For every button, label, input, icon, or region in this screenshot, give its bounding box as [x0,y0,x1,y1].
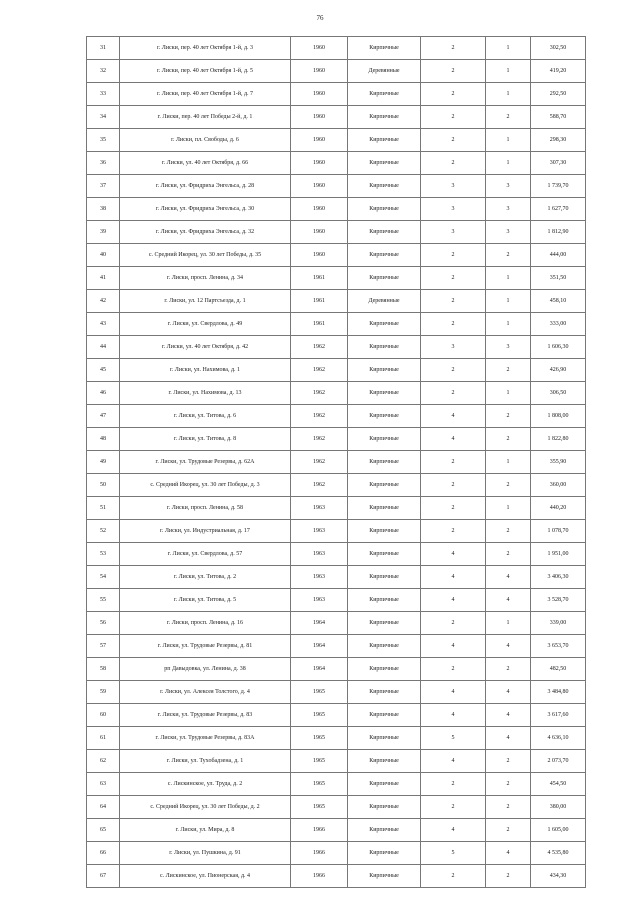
row-wall-material: Кирпичные [348,382,421,405]
table-row [87,566,586,589]
row-number: 41 [87,267,120,290]
housing-registry-table [86,36,586,888]
row-entrances: 2 [486,244,531,267]
row-year-built: 1964 [291,612,348,635]
row-number: 33 [87,83,120,106]
row-wall-material: Кирпичные [348,83,421,106]
row-floors: 2 [421,451,486,474]
table-row [87,313,586,336]
row-number: 52 [87,520,120,543]
row-year-built: 1963 [291,520,348,543]
row-entrances: 2 [486,819,531,842]
row-year-built: 1962 [291,382,348,405]
row-entrances: 2 [486,543,531,566]
row-number: 32 [87,60,120,83]
row-area: 1 951,00 [531,543,586,566]
row-wall-material: Кирпичные [348,612,421,635]
row-number: 47 [87,405,120,428]
row-area: 3 617,60 [531,704,586,727]
row-wall-material: Кирпичные [348,405,421,428]
table-row [87,658,586,681]
row-year-built: 1960 [291,152,348,175]
row-floors: 2 [421,290,486,313]
row-address: г. Лиски, пер. 40 лет Победы 2-й, д. 1 [120,106,291,129]
row-year-built: 1962 [291,359,348,382]
row-number: 51 [87,497,120,520]
row-floors: 2 [421,152,486,175]
row-entrances: 2 [486,520,531,543]
row-year-built: 1960 [291,37,348,60]
table-row [87,497,586,520]
table-row [87,244,586,267]
row-entrances: 1 [486,267,531,290]
row-entrances: 4 [486,635,531,658]
row-entrances: 3 [486,175,531,198]
row-floors: 3 [421,175,486,198]
row-wall-material: Кирпичные [348,842,421,865]
row-year-built: 1965 [291,681,348,704]
row-number: 53 [87,543,120,566]
row-floors: 5 [421,727,486,750]
row-address: с. Средний Икорец, ул. 30 лет Победы, д. 35 [120,244,291,267]
row-address: г. Лиски, просп. Ленина, д. 16 [120,612,291,635]
row-floors: 4 [421,704,486,727]
table-row [87,60,586,83]
row-address: с. Средний Икорец, ул. 30 лет Победы, д. 3 [120,474,291,497]
row-area: 1 808,00 [531,405,586,428]
row-year-built: 1965 [291,796,348,819]
row-address: с. Лискинское, ул. Пионерская, д. 4 [120,865,291,888]
table-row [87,129,586,152]
row-year-built: 1960 [291,198,348,221]
row-wall-material: Кирпичные [348,175,421,198]
row-number: 43 [87,313,120,336]
row-area: 1 627,70 [531,198,586,221]
row-area: 434,30 [531,865,586,888]
row-floors: 2 [421,60,486,83]
row-area: 588,70 [531,106,586,129]
row-number: 39 [87,221,120,244]
row-entrances: 3 [486,198,531,221]
row-entrances: 2 [486,106,531,129]
row-number: 63 [87,773,120,796]
row-address: г. Лиски, пер. 40 лет Октября 1-й, д. 7 [120,83,291,106]
row-address: г. Лиски, ул. Трудовые Резервы, д. 81 [120,635,291,658]
row-floors: 2 [421,267,486,290]
table-row [87,428,586,451]
row-floors: 2 [421,37,486,60]
row-wall-material: Кирпичные [348,520,421,543]
row-address: г. Лиски, ул. Алексея Толстого, д. 4 [120,681,291,704]
row-year-built: 1966 [291,865,348,888]
row-number: 67 [87,865,120,888]
row-address: г. Лиски, ул. 40 лет Октября, д. 42 [120,336,291,359]
row-number: 44 [87,336,120,359]
table-row [87,750,586,773]
row-wall-material: Кирпичные [348,497,421,520]
row-address: г. Лиски, ул. 40 лет Октября, д. 66 [120,152,291,175]
row-floors: 4 [421,819,486,842]
row-wall-material: Деревянные [348,60,421,83]
row-floors: 2 [421,612,486,635]
row-number: 42 [87,290,120,313]
table-row [87,612,586,635]
table-row [87,727,586,750]
row-address: г. Лиски, ул. Титова, д. 2 [120,566,291,589]
table-row [87,520,586,543]
registry-table-body [87,37,586,888]
row-address: г. Лиски, ул. Фридриха Энгельса, д. 32 [120,221,291,244]
row-wall-material: Кирпичные [348,589,421,612]
row-floors: 4 [421,405,486,428]
table-row [87,106,586,129]
row-year-built: 1965 [291,704,348,727]
row-floors: 3 [421,198,486,221]
row-entrances: 2 [486,359,531,382]
row-year-built: 1964 [291,658,348,681]
row-address: г. Лиски, просп. Ленина, д. 34 [120,267,291,290]
row-year-built: 1960 [291,244,348,267]
row-entrances: 2 [486,658,531,681]
table-row [87,704,586,727]
row-area: 4 636,10 [531,727,586,750]
row-year-built: 1961 [291,290,348,313]
row-year-built: 1963 [291,543,348,566]
table-row [87,359,586,382]
row-wall-material: Кирпичные [348,313,421,336]
row-entrances: 1 [486,60,531,83]
row-entrances: 4 [486,566,531,589]
row-entrances: 2 [486,865,531,888]
table-row [87,37,586,60]
row-year-built: 1966 [291,842,348,865]
row-address: рп Давыдовка, ул. Ленина, д. 38 [120,658,291,681]
row-floors: 2 [421,497,486,520]
row-area: 3 406,30 [531,566,586,589]
row-entrances: 4 [486,681,531,704]
row-year-built: 1963 [291,566,348,589]
row-number: 50 [87,474,120,497]
table-row [87,175,586,198]
row-area: 360,00 [531,474,586,497]
row-wall-material: Кирпичные [348,681,421,704]
table-row [87,474,586,497]
row-area: 426,90 [531,359,586,382]
row-wall-material: Кирпичные [348,244,421,267]
row-entrances: 2 [486,474,531,497]
row-number: 46 [87,382,120,405]
row-area: 1 812,90 [531,221,586,244]
row-wall-material: Кирпичные [348,359,421,382]
row-floors: 4 [421,681,486,704]
row-address: г. Лиски, ул. Трудовые Резервы, д. 83А [120,727,291,750]
table-row [87,83,586,106]
row-area: 482,50 [531,658,586,681]
row-area: 380,00 [531,796,586,819]
row-entrances: 2 [486,405,531,428]
row-floors: 4 [421,543,486,566]
row-number: 34 [87,106,120,129]
table-row [87,589,586,612]
row-address: г. Лиски, просп. Ленина, д. 58 [120,497,291,520]
row-year-built: 1962 [291,405,348,428]
row-entrances: 2 [486,773,531,796]
row-number: 65 [87,819,120,842]
row-area: 1 739,70 [531,175,586,198]
row-area: 292,50 [531,83,586,106]
row-number: 61 [87,727,120,750]
row-floors: 4 [421,566,486,589]
table-row [87,773,586,796]
row-year-built: 1965 [291,750,348,773]
row-entrances: 1 [486,83,531,106]
row-address: г. Лиски, ул. Нахимова, д. 1 [120,359,291,382]
row-year-built: 1960 [291,129,348,152]
row-year-built: 1963 [291,497,348,520]
row-floors: 3 [421,336,486,359]
row-wall-material: Кирпичные [348,865,421,888]
row-area: 355,90 [531,451,586,474]
row-year-built: 1961 [291,313,348,336]
row-year-built: 1965 [291,773,348,796]
row-address: г. Лиски, ул. Трудовые Резервы, д. 62А [120,451,291,474]
table-row [87,290,586,313]
row-floors: 2 [421,359,486,382]
row-floors: 2 [421,796,486,819]
table-row [87,842,586,865]
row-wall-material: Кирпичные [348,451,421,474]
row-wall-material: Кирпичные [348,428,421,451]
row-area: 3 653,70 [531,635,586,658]
row-wall-material: Кирпичные [348,474,421,497]
row-year-built: 1962 [291,451,348,474]
page-number: 76 [316,14,324,22]
row-area: 1 822,80 [531,428,586,451]
row-address: г. Лиски, ул. Титова, д. 5 [120,589,291,612]
row-area: 3 484,80 [531,681,586,704]
row-floors: 4 [421,589,486,612]
row-entrances: 1 [486,129,531,152]
row-address: г. Лиски, ул. Индустриальная, д. 17 [120,520,291,543]
row-wall-material: Кирпичные [348,336,421,359]
row-address: г. Лиски, ул. Фридриха Энгельса, д. 30 [120,198,291,221]
table-row [87,152,586,175]
row-wall-material: Кирпичные [348,543,421,566]
row-entrances: 4 [486,704,531,727]
table-row [87,865,586,888]
row-floors: 2 [421,865,486,888]
row-wall-material: Кирпичные [348,704,421,727]
row-area: 444,00 [531,244,586,267]
table-row [87,543,586,566]
row-wall-material: Кирпичные [348,129,421,152]
row-floors: 2 [421,658,486,681]
row-floors: 2 [421,244,486,267]
row-number: 45 [87,359,120,382]
row-address: г. Лиски, ул. Нахимова, д. 13 [120,382,291,405]
row-number: 56 [87,612,120,635]
row-area: 1 606,30 [531,336,586,359]
row-address: г. Лиски, ул. Тухобадзена, д. 1 [120,750,291,773]
table-row [87,405,586,428]
table-row [87,382,586,405]
table-row [87,221,586,244]
row-wall-material: Кирпичные [348,566,421,589]
row-number: 58 [87,658,120,681]
table-row [87,635,586,658]
row-address: г. Лиски, ул. Фридриха Энгельса, д. 28 [120,175,291,198]
row-entrances: 2 [486,428,531,451]
row-area: 2 073,70 [531,750,586,773]
row-wall-material: Кирпичные [348,658,421,681]
row-number: 49 [87,451,120,474]
table-row [87,336,586,359]
row-number: 35 [87,129,120,152]
row-area: 307,30 [531,152,586,175]
row-entrances: 3 [486,336,531,359]
row-address: г. Лиски, пер. 40 лет Октября 1-й, д. 3 [120,37,291,60]
row-entrances: 3 [486,221,531,244]
row-area: 3 528,70 [531,589,586,612]
row-address: г. Лиски, пл. Свободы, д. 6 [120,129,291,152]
row-area: 339,00 [531,612,586,635]
row-floors: 3 [421,221,486,244]
row-address: г. Лиски, ул. Титова, д. 8 [120,428,291,451]
row-year-built: 1962 [291,428,348,451]
row-number: 55 [87,589,120,612]
row-entrances: 1 [486,313,531,336]
row-address: г. Лиски, ул. Свердлова, д. 57 [120,543,291,566]
row-wall-material: Кирпичные [348,819,421,842]
row-entrances: 1 [486,382,531,405]
row-area: 333,00 [531,313,586,336]
row-wall-material: Кирпичные [348,773,421,796]
row-wall-material: Кирпичные [348,727,421,750]
row-wall-material: Кирпичные [348,796,421,819]
row-area: 419,20 [531,60,586,83]
row-year-built: 1960 [291,83,348,106]
row-address: г. Лиски, ул. 12 Партсъезда, д. 1 [120,290,291,313]
row-wall-material: Кирпичные [348,221,421,244]
row-entrances: 1 [486,37,531,60]
row-address: г. Лиски, ул. Свердлова, д. 49 [120,313,291,336]
row-wall-material: Кирпичные [348,267,421,290]
row-entrances: 1 [486,612,531,635]
row-area: 440,20 [531,497,586,520]
row-floors: 2 [421,382,486,405]
table-row [87,681,586,704]
row-area: 298,30 [531,129,586,152]
row-address: г. Лиски, ул. Пушкина, д. 91 [120,842,291,865]
row-address: г. Лиски, пер. 40 лет Октября 1-й, д. 5 [120,60,291,83]
row-entrances: 2 [486,750,531,773]
row-floors: 5 [421,842,486,865]
row-floors: 4 [421,750,486,773]
row-area: 351,50 [531,267,586,290]
row-year-built: 1962 [291,474,348,497]
row-entrances: 1 [486,497,531,520]
row-year-built: 1963 [291,589,348,612]
row-entrances: 4 [486,842,531,865]
row-floors: 4 [421,428,486,451]
row-floors: 2 [421,520,486,543]
row-floors: 2 [421,83,486,106]
row-year-built: 1962 [291,336,348,359]
row-year-built: 1960 [291,221,348,244]
row-area: 1 078,70 [531,520,586,543]
row-address: г. Лиски, ул. Мира, д. 8 [120,819,291,842]
row-year-built: 1960 [291,106,348,129]
row-wall-material: Кирпичные [348,37,421,60]
row-number: 60 [87,704,120,727]
row-number: 54 [87,566,120,589]
row-area: 1 605,00 [531,819,586,842]
table-row [87,819,586,842]
table-row [87,451,586,474]
row-address: г. Лиски, ул. Трудовые Резервы, д. 83 [120,704,291,727]
row-floors: 2 [421,313,486,336]
row-area: 4 535,80 [531,842,586,865]
row-floors: 2 [421,129,486,152]
row-floors: 2 [421,106,486,129]
row-number: 37 [87,175,120,198]
row-number: 48 [87,428,120,451]
row-wall-material: Деревянные [348,290,421,313]
row-year-built: 1965 [291,727,348,750]
row-number: 66 [87,842,120,865]
row-area: 458,10 [531,290,586,313]
row-address: г. Лиски, ул. Титова, д. 6 [120,405,291,428]
row-floors: 2 [421,474,486,497]
row-wall-material: Кирпичные [348,152,421,175]
row-address: с. Лискинское, ул. Труда, д. 2 [120,773,291,796]
row-entrances: 4 [486,589,531,612]
row-year-built: 1960 [291,175,348,198]
row-entrances: 4 [486,727,531,750]
row-wall-material: Кирпичные [348,106,421,129]
row-wall-material: Кирпичные [348,198,421,221]
row-number: 57 [87,635,120,658]
row-number: 59 [87,681,120,704]
row-year-built: 1966 [291,819,348,842]
row-number: 36 [87,152,120,175]
row-area: 454,50 [531,773,586,796]
row-year-built: 1961 [291,267,348,290]
table-row [87,198,586,221]
row-floors: 2 [421,773,486,796]
row-number: 38 [87,198,120,221]
row-floors: 4 [421,635,486,658]
row-entrances: 2 [486,796,531,819]
row-area: 302,50 [531,37,586,60]
table-row [87,267,586,290]
table-row [87,796,586,819]
row-area: 306,50 [531,382,586,405]
row-wall-material: Кирпичные [348,635,421,658]
row-entrances: 1 [486,290,531,313]
row-number: 62 [87,750,120,773]
row-year-built: 1964 [291,635,348,658]
row-entrances: 1 [486,451,531,474]
row-number: 40 [87,244,120,267]
row-wall-material: Кирпичные [348,750,421,773]
row-entrances: 1 [486,152,531,175]
row-number: 64 [87,796,120,819]
row-year-built: 1960 [291,60,348,83]
row-address: с. Средний Икорец, ул. 30 лет Победы, д. 2 [120,796,291,819]
row-number: 31 [87,37,120,60]
